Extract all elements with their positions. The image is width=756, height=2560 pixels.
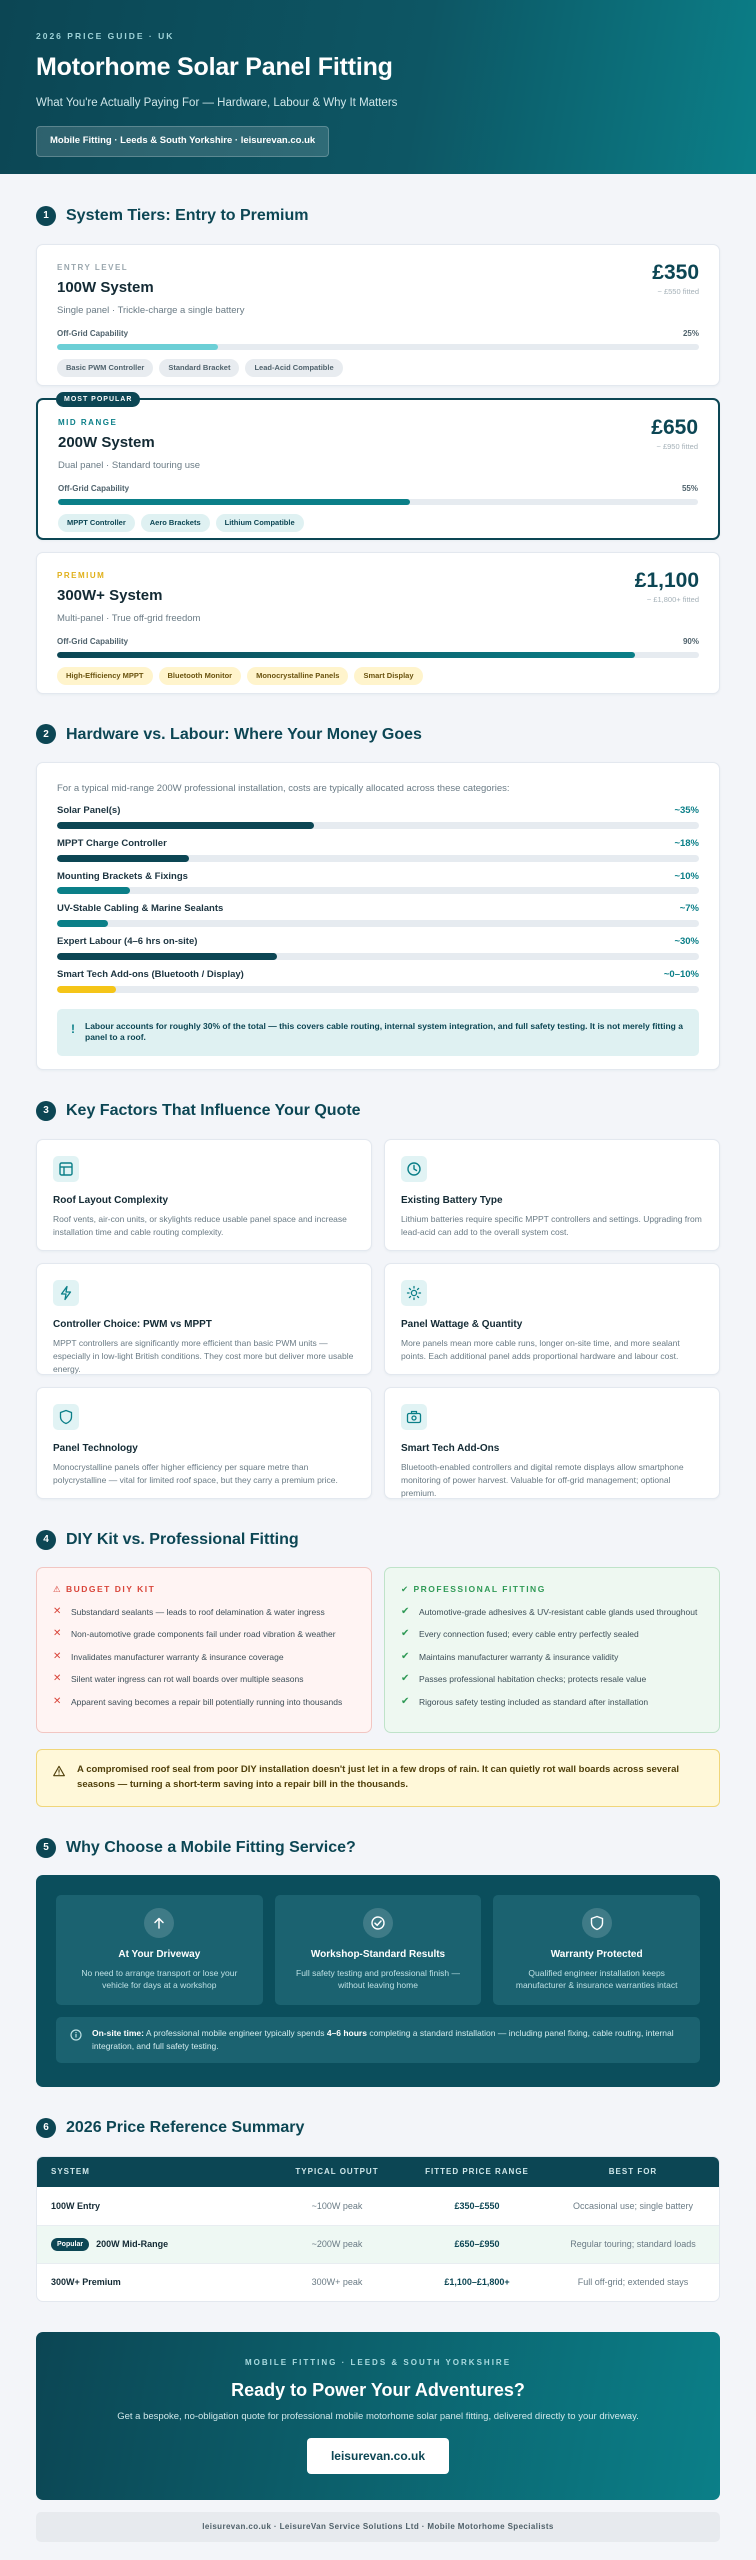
allocation-bar [57, 920, 699, 927]
system-cell [37, 2276, 267, 2288]
on-site-time-note [56, 2017, 700, 2063]
capability-percent: 55% [681, 484, 698, 494]
table-header: SYSTEM [51, 2166, 90, 2176]
footer: leisurevan.co.uk · LeisureVan Service Solutions Ltd · Mobile Motorhome Specialists [36, 2512, 720, 2542]
layout-icon [53, 1156, 79, 1182]
tier-card [36, 395, 720, 540]
warning-text: A compromised roof seal from poor DIY installation doesn't just let in a few drops of rain. It can quietly rot wall boards across several seasons — turning a short-term saving into a repair bill in the thousands. [77, 1764, 679, 1791]
best-for-cell: Regular touring; standard loads [570, 2239, 696, 2250]
factor-description: Lithium batteries require specific MPPT controllers and settings. Upgrading from lead-acid can add to the overall system cost. [401, 1214, 702, 1238]
tier-description: Dual panel · Standard touring use [58, 459, 201, 471]
benefit-title: At Your Driveway [118, 1949, 201, 1961]
output-cell: ~100W peak [311, 2200, 363, 2211]
system-name: 100W Entry [51, 2200, 101, 2211]
capability-row [57, 637, 699, 648]
system-cell [37, 2200, 267, 2212]
cross-icon: ✕ [53, 1628, 62, 1640]
factor-description: Roof vents, air-con units, or skylights reduce usable panel space and increase installation time and cable routing complexity. [53, 1214, 347, 1238]
factor-description: MPPT controllers are significantly more efficient than basic PWM units — especially in low-light British conditions. They cost more but deliver more usable energy. [53, 1338, 354, 1374]
capability-bar [58, 499, 698, 505]
table-header: TYPICAL OUTPUT [295, 2166, 379, 2176]
allocation-bar-fill [57, 920, 108, 927]
allocation-label: Solar Panel(s) [57, 805, 121, 816]
check-icon: ✔ [401, 1628, 410, 1640]
tier-price [651, 414, 698, 452]
allocation-row [57, 936, 699, 960]
allocation-card [36, 762, 720, 1070]
note-text-a: A professional mobile engineer typically spends [143, 2028, 327, 2039]
hero-location-pill: Mobile Fitting · Leeds & South Yorkshire · leisurevan.co.uk [36, 126, 329, 157]
section-number: 3 [36, 1101, 56, 1121]
capability-bar [57, 652, 699, 658]
check-icon: ✔ [401, 1695, 410, 1707]
capability-bar [57, 344, 699, 350]
allocation-row-top [57, 838, 699, 851]
info-icon: ! [71, 1021, 75, 1036]
note-bold: 4–6 hours [326, 2028, 367, 2039]
tier-card [36, 552, 720, 694]
check-circle-icon [363, 1908, 393, 1938]
diy-kit-column [36, 1567, 372, 1733]
output-cell: ~200W peak [311, 2239, 363, 2250]
tier-level-label: MID RANGE [58, 417, 118, 427]
factor-title: Panel Technology [53, 1442, 138, 1454]
cta-banner [36, 2332, 720, 2500]
allocation-label: Expert Labour (4–6 hrs on-site) [57, 936, 198, 948]
list-item [53, 1697, 355, 1708]
factor-title: Existing Battery Type [401, 1194, 503, 1206]
fitted-price: ~ £950 fitted [656, 441, 698, 451]
allocation-intro: For a typical mid-range 200W professional installation, costs are typically allocated across these categories: [57, 783, 510, 795]
output-cell: 300W+ peak [311, 2277, 363, 2288]
section-price-summary [0, 2117, 756, 2542]
sun-icon [401, 1280, 427, 1306]
price-range-cell: £1,100–£1,800+ [444, 2277, 510, 2288]
factor-card [384, 1139, 720, 1251]
capability-row [58, 484, 698, 495]
capability-label: Off-Grid Capability [57, 329, 129, 339]
cta-title: Ready to Power Your Adventures? [231, 2379, 525, 2400]
best-for-cell: Occasional use; single battery [572, 2200, 694, 2211]
allocation-percent: ~35% [674, 805, 699, 816]
factor-description: Monocrystalline panels offer higher efficiency per square metre than polycrystalline — vital for limited roof space, but they carry a premium price. [53, 1462, 338, 1486]
allocation-row-top [57, 936, 699, 949]
popular-chip: Popular [51, 2238, 89, 2251]
professional-column [384, 1567, 720, 1733]
benefit-card [56, 1895, 263, 2005]
allocation-row-top [57, 969, 699, 982]
factor-card [384, 1387, 720, 1499]
factor-card [36, 1263, 372, 1375]
factor-card [384, 1263, 720, 1375]
camera-icon [401, 1404, 427, 1430]
allocation-bar [57, 953, 699, 960]
capability-bar-fill [57, 344, 218, 350]
capability-bar-fill [57, 652, 635, 658]
feature-tag: MPPT Controller [58, 514, 135, 532]
arrow-up-icon [144, 1908, 174, 1938]
price-range-cell: £350–£550 [454, 2200, 500, 2211]
allocation-row [57, 871, 699, 895]
allocation-row [57, 903, 699, 927]
factor-title: Controller Choice: PWM vs MPPT [53, 1318, 212, 1330]
allocation-label: Mounting Brackets & Fixings [57, 870, 188, 882]
list-item-text: Substandard sealants — leads to roof delamination & water ingress [71, 1606, 325, 1617]
list-item-text: Silent water ingress can rot wall boards over multiple seasons [71, 1674, 304, 1685]
feature-tag: Standard Bracket [159, 359, 239, 377]
section-title: 2026 Price Reference Summary [66, 2119, 305, 2137]
section-title: DIY Kit vs. Professional Fitting [66, 1530, 299, 1548]
allocation-label: UV-Stable Cabling & Marine Sealants [57, 903, 224, 915]
labour-callout [57, 1009, 699, 1056]
section-hardware-labour [0, 724, 756, 1071]
feature-tag: Smart Display [354, 667, 422, 685]
note-text-b: completing a standard installation — including panel fixing, cable routing, internal integration, and full safety testing. [92, 2028, 674, 2052]
diy-kit-heading: ⚠ BUDGET DIY KIT [53, 1584, 156, 1595]
feature-tag: High-Efficiency MPPT [57, 667, 153, 685]
factor-title: Panel Wattage & Quantity [401, 1318, 523, 1330]
benefit-description: No need to arrange transport or lose your vehicle for days at a workshop [81, 1967, 238, 1991]
table-row [37, 2187, 719, 2225]
capability-percent: 90% [682, 637, 699, 647]
page-title: Motorhome Solar Panel Fitting [36, 53, 393, 82]
check-icon: ✔ [401, 1673, 410, 1685]
price-reference-table [36, 2156, 720, 2302]
allocation-bar-fill [57, 822, 314, 829]
allocation-bar-fill [57, 986, 116, 993]
feature-tag: Lead-Acid Compatible [245, 359, 342, 377]
hero-eyebrow: 2026 PRICE GUIDE · UK [36, 31, 175, 41]
diy-warning [36, 1749, 720, 1806]
allocation-label: MPPT Charge Controller [57, 837, 167, 849]
factor-card [36, 1387, 372, 1499]
allocation-bar [57, 855, 699, 862]
capability-percent: 25% [682, 329, 699, 339]
check-icon: ✔ [401, 1605, 410, 1617]
factor-title: Smart Tech Add-Ons [401, 1442, 500, 1454]
factor-description: Bluetooth-enabled controllers and digital remote displays allow smartphone monitoring of power harvest. Valuable for off-grid management; optional premium. [401, 1462, 684, 1498]
section-system-tiers [0, 205, 756, 694]
list-item [53, 1652, 355, 1663]
tier-card [36, 244, 720, 386]
price-amount: £650 [651, 415, 698, 439]
tier-name: 100W System [57, 279, 154, 297]
hero-subtitle: What You're Actually Paying For — Hardware, Labour & Why It Matters [36, 97, 398, 110]
cross-icon: ✕ [53, 1605, 62, 1617]
tier-level-label: PREMIUM [57, 570, 106, 580]
cross-icon: ✕ [53, 1673, 62, 1685]
allocation-percent: ~30% [674, 936, 699, 948]
list-item-text: Every connection fused; every cable entry perfectly sealed [419, 1629, 639, 1640]
tier-name: 200W System [58, 434, 155, 452]
allocation-bar-fill [57, 855, 189, 862]
section-title: Why Choose a Mobile Fitting Service? [66, 1838, 356, 1856]
price-amount: £1,100 [634, 568, 699, 592]
list-item-text: Passes professional habitation checks; protects resale value [419, 1674, 647, 1685]
factor-card [36, 1139, 372, 1251]
tier-description: Multi-panel · True off-grid freedom [57, 612, 201, 624]
list-item-text: Invalidates manufacturer warranty & insurance coverage [71, 1651, 284, 1662]
list-item [401, 1607, 703, 1618]
system-name: 200W Mid-Range [96, 2239, 169, 2250]
factor-description: More panels mean more cable runs, longer on-site time, and more sealant points. Each additional panel adds proportional hardware and labour cost. [401, 1338, 680, 1362]
capability-bar-fill [58, 499, 410, 505]
list-item [401, 1697, 703, 1708]
list-item-text: Rigorous safety testing included as standard after installation [419, 1696, 649, 1707]
website-button[interactable]: leisurevan.co.uk [307, 2438, 449, 2474]
cross-icon: ✕ [53, 1650, 62, 1662]
benefit-description: Full safety testing and professional finish — without leaving home [296, 1967, 460, 1991]
fitted-price: ~ £550 fitted [657, 286, 699, 296]
system-cell [37, 2238, 267, 2251]
bolt-icon [53, 1280, 79, 1306]
allocation-percent: ~18% [674, 837, 699, 849]
cta-subtitle: Get a bespoke, no-obligation quote for professional mobile motorhome solar panel fitting, delivered directly to your driveway. [117, 2411, 639, 2423]
table-row [37, 2263, 719, 2301]
section-mobile-service [0, 1837, 756, 2088]
section-number: 6 [36, 2118, 56, 2138]
allocation-percent: ~10% [674, 870, 699, 882]
allocation-percent: ~7% [679, 903, 699, 915]
allocation-row [57, 805, 699, 829]
list-item [53, 1674, 355, 1685]
check-icon: ✔ [401, 1650, 410, 1662]
benefit-title: Workshop-Standard Results [310, 1949, 446, 1961]
tier-price [652, 259, 699, 297]
allocation-row-top [57, 805, 699, 818]
allocation-row-top [57, 903, 699, 916]
benefit-card [493, 1895, 700, 2005]
section-number: 1 [36, 206, 56, 226]
feature-tag: Bluetooth Monitor [159, 667, 242, 685]
callout-text: Labour accounts for roughly 30% of the total — this covers cable routing, internal system integration, and full safety testing. It is not merely fitting a panel to a roof. [85, 1020, 683, 1043]
list-item-text: Non-automotive grade components fail under road vibration & weather [71, 1629, 336, 1640]
list-item [401, 1652, 703, 1663]
feature-tag: Basic PWM Controller [57, 359, 153, 377]
shield-icon [582, 1908, 612, 1938]
capability-label: Off-Grid Capability [57, 637, 129, 647]
list-item [401, 1629, 703, 1640]
benefit-title: Warranty Protected [550, 1949, 643, 1961]
section-title: System Tiers: Entry to Premium [66, 207, 309, 224]
list-item-text: Automotive-grade adhesives & UV-resistant cable glands used throughout [419, 1606, 698, 1617]
factor-title: Roof Layout Complexity [53, 1194, 169, 1206]
clock-icon [401, 1156, 427, 1182]
allocation-bar-fill [57, 887, 130, 894]
allocation-bar-fill [57, 953, 277, 960]
allocation-label: Smart Tech Add-ons (Bluetooth / Display) [57, 969, 244, 981]
table-row [37, 2225, 719, 2263]
list-item [53, 1607, 355, 1618]
table-header: FITTED PRICE RANGE [425, 2166, 529, 2176]
feature-tags [58, 514, 698, 532]
allocation-bar [57, 986, 699, 993]
professional-heading: ✔ PROFESSIONAL FITTING [401, 1584, 546, 1595]
section-number: 4 [36, 1530, 56, 1550]
feature-tags [57, 359, 699, 377]
section-key-factors [0, 1100, 756, 1499]
allocation-row-top [57, 871, 699, 884]
warning-triangle-icon [53, 1763, 65, 1779]
section-number: 2 [36, 724, 56, 744]
allocation-bar [57, 887, 699, 894]
feature-tags [57, 667, 699, 685]
section-diy-vs-pro [0, 1529, 756, 1807]
feature-tag: Monocrystalline Panels [247, 667, 348, 685]
tier-level-label: ENTRY LEVEL [57, 262, 129, 272]
info-circle-icon [70, 2029, 82, 2041]
allocation-row [57, 838, 699, 862]
section-title: Key Factors That Influence Your Quote [66, 1102, 361, 1120]
section-number: 5 [36, 1838, 56, 1858]
price-amount: £350 [652, 260, 699, 284]
shield-icon [53, 1404, 79, 1430]
benefit-card [275, 1895, 482, 2005]
tier-name: 300W+ System [57, 587, 163, 605]
list-item-text: Apparent saving becomes a repair bill potentially running into thousands [71, 1696, 343, 1707]
allocation-bar [57, 822, 699, 829]
capability-label: Off-Grid Capability [58, 484, 130, 494]
table-header: BEST FOR [608, 2166, 658, 2176]
price-range-cell: £650–£950 [454, 2239, 500, 2250]
hero-banner [0, 0, 756, 174]
tier-description: Single panel · Trickle-charge a single battery [57, 304, 245, 316]
section-title: Hardware vs. Labour: Where Your Money Goes [66, 725, 422, 743]
list-item [53, 1629, 355, 1640]
table-header-row [37, 2157, 719, 2187]
most-popular-badge: MOST POPULAR [56, 392, 140, 407]
mobile-benefits-panel [36, 1875, 720, 2087]
list-item [401, 1674, 703, 1685]
list-item-text: Maintains manufacturer warranty & insurance validity [419, 1651, 619, 1662]
benefit-description: Qualified engineer installation keeps manufacturer & insurance warranties intact [515, 1967, 678, 1991]
allocation-percent: ~0–10% [663, 969, 699, 981]
tier-price [635, 567, 699, 605]
fitted-price: ~ £1,800+ fitted [646, 594, 699, 604]
allocation-row [57, 969, 699, 993]
feature-tag: Aero Brackets [141, 514, 210, 532]
system-name: 300W+ Premium [51, 2277, 121, 2288]
cross-icon: ✕ [53, 1695, 62, 1707]
cta-eyebrow: MOBILE FITTING · LEEDS & SOUTH YORKSHIRE [244, 2358, 512, 2367]
feature-tag: Lithium Compatible [216, 514, 304, 532]
best-for-cell: Full off-grid; extended stays [577, 2277, 689, 2288]
capability-row [57, 329, 699, 340]
note-lead: On-site time: [92, 2028, 144, 2039]
